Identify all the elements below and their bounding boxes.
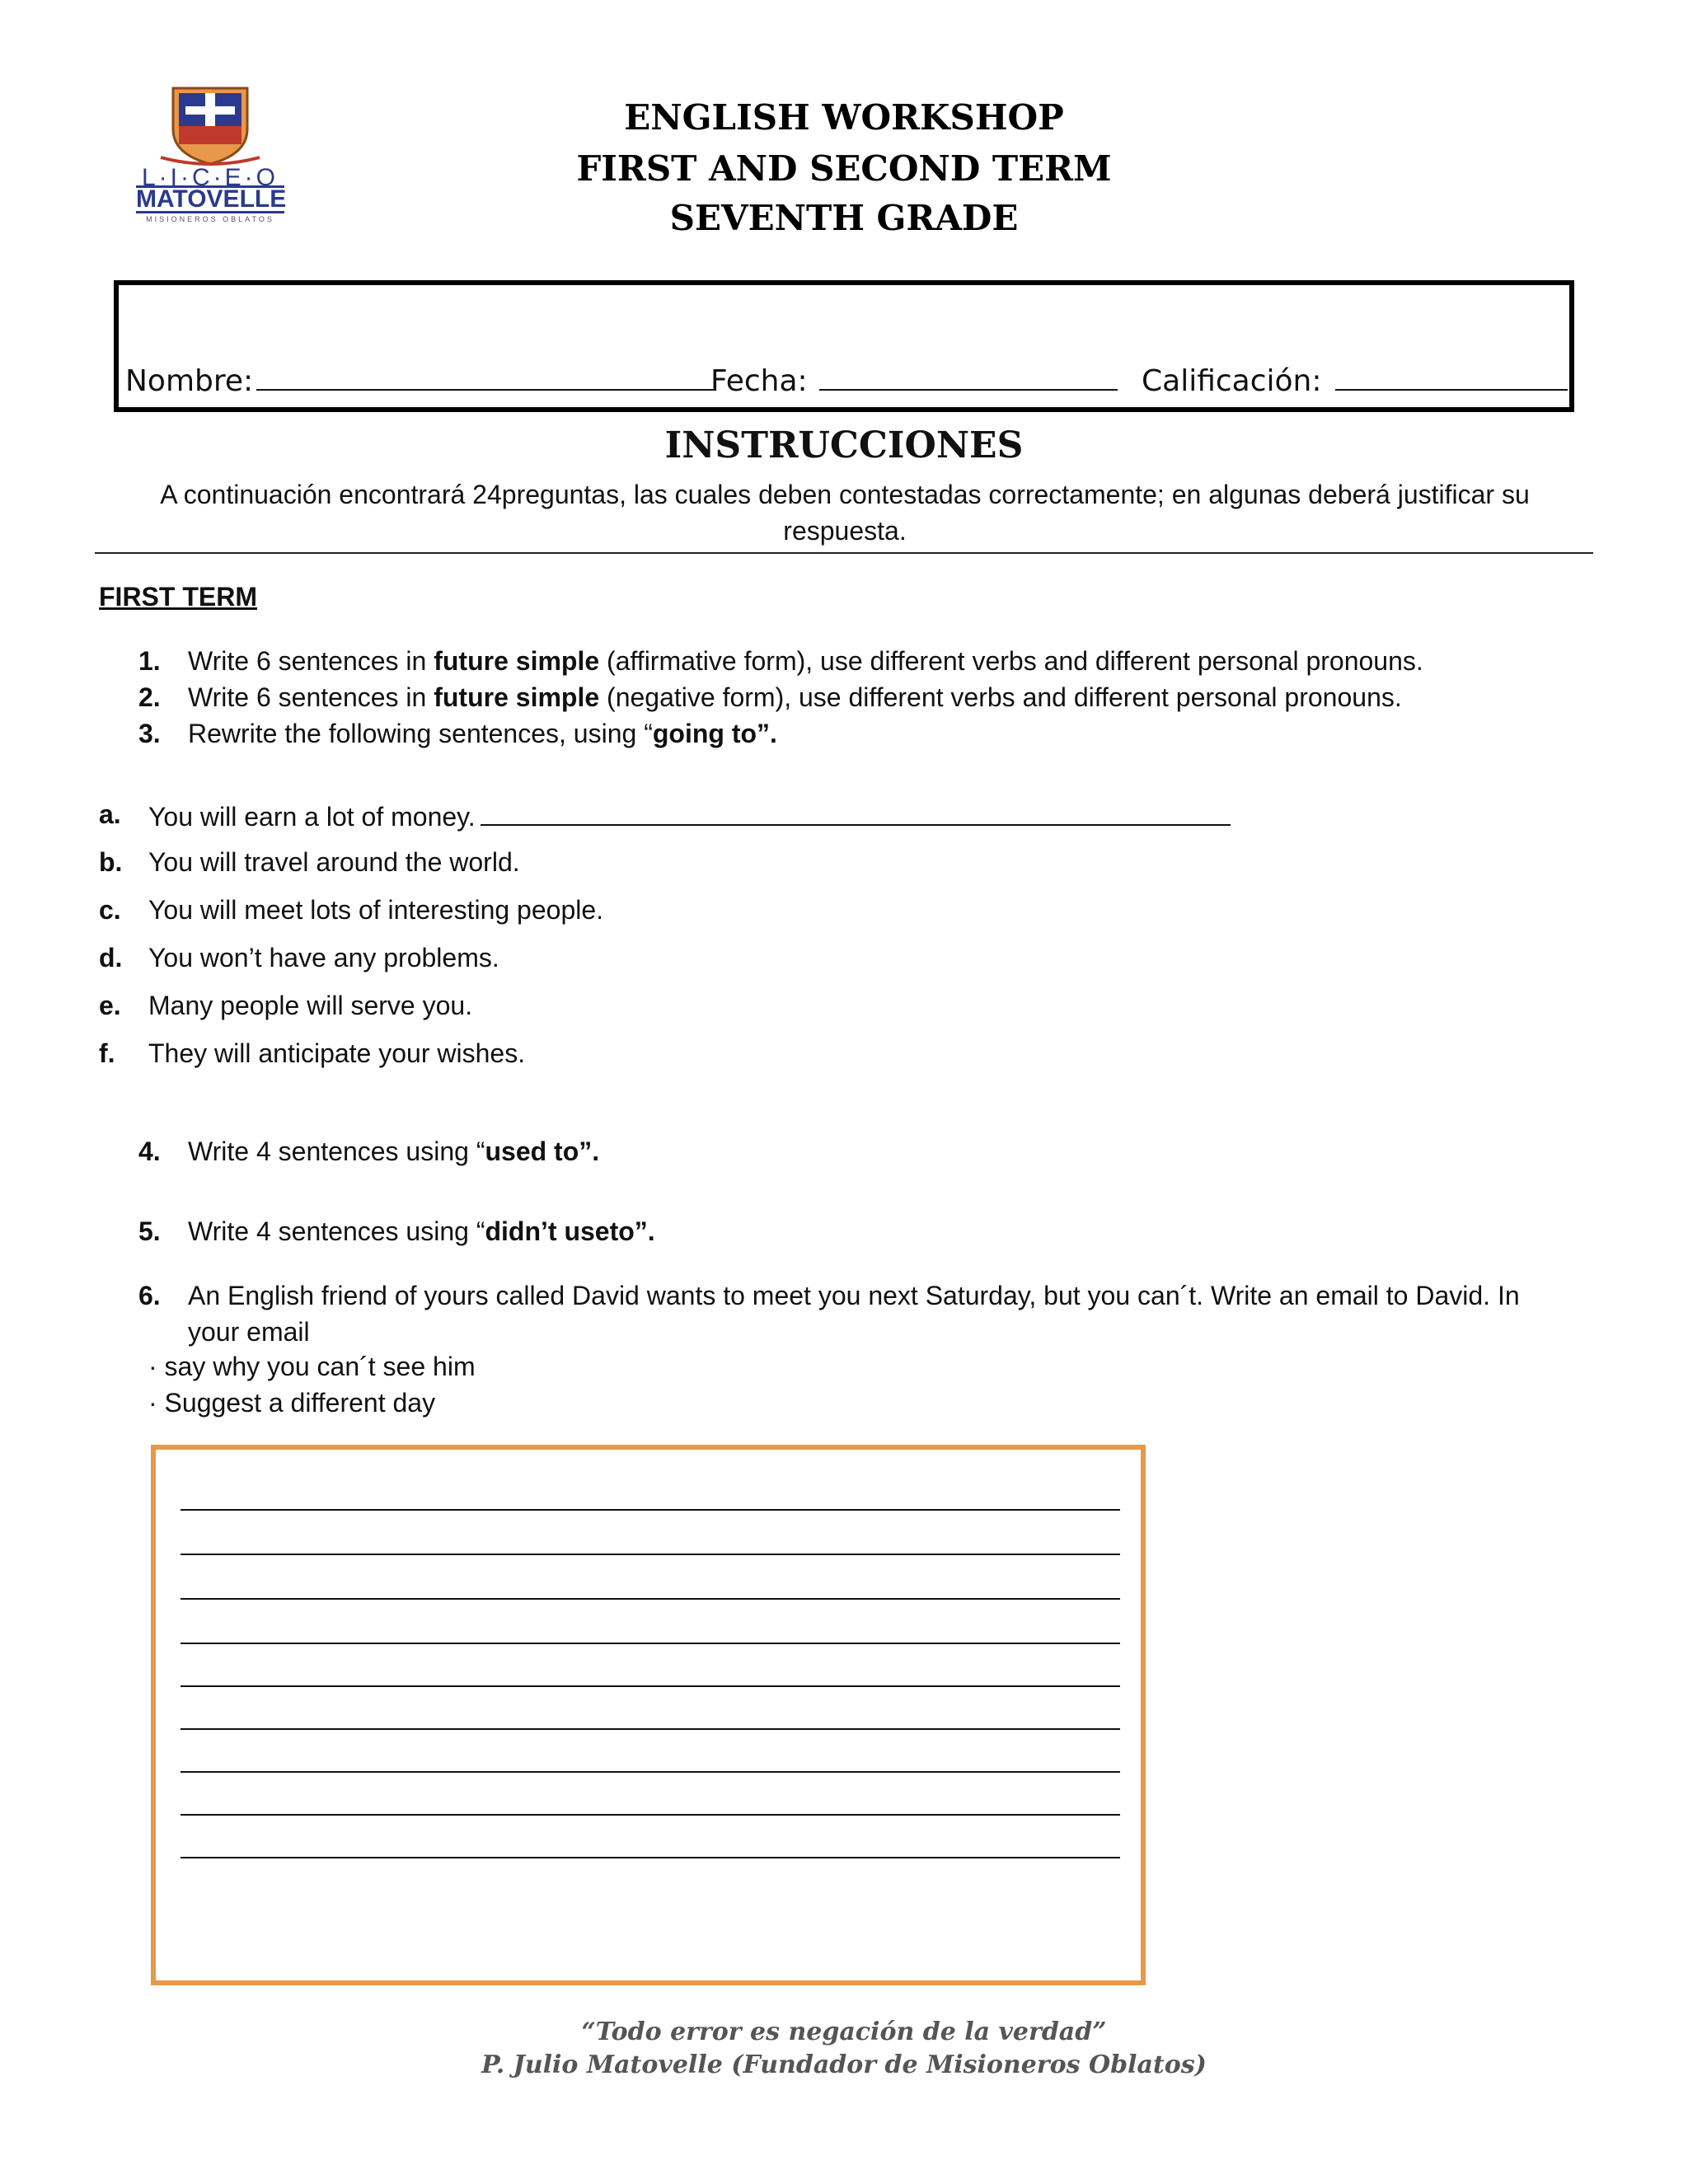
logo-motto-text: MISIONEROS OBLATOS xyxy=(146,215,274,223)
name-label: Nombre: xyxy=(125,364,254,398)
writing-line[interactable] xyxy=(181,1771,1120,1773)
question-text: Rewrite the following sentences, using “ xyxy=(188,719,653,748)
question-text: (negative form), use different verbs and different personal pronouns. xyxy=(599,682,1402,712)
logo-liceo-text: L·I·C·E·O xyxy=(142,164,279,191)
sentence-letter: a. xyxy=(99,799,121,829)
email-answer-box[interactable] xyxy=(151,1445,1146,1985)
bullet-item: · Suggest a different day xyxy=(148,1388,436,1418)
grade-label: Calificación: xyxy=(1142,364,1322,398)
name-blank[interactable] xyxy=(256,361,714,391)
question-keyword: future simple xyxy=(434,682,600,712)
writing-line[interactable] xyxy=(181,1509,1120,1511)
footer-author: P. Julio Matovelle (Fundador de Misioneros Oblatos) xyxy=(481,2050,1207,2079)
instructions-title: INSTRUCCIONES xyxy=(664,424,1024,466)
sentence-letter: d. xyxy=(99,943,123,972)
writing-line[interactable] xyxy=(181,1814,1120,1816)
writing-line[interactable] xyxy=(181,1643,1120,1644)
section-divider xyxy=(95,552,1593,554)
question-text: An English friend of yours called David wants to meet you next Saturday, but you can´t. Write an email to David. In xyxy=(188,1281,1520,1310)
date-field[interactable] xyxy=(710,361,1118,398)
instructions-text: A continuación encontrará 24preguntas, las cuales deben contestadas correctamente; en algunas deberá justificar su respuesta. xyxy=(160,480,1530,546)
question-text: Write 6 sentences in xyxy=(188,682,434,712)
title-line-1: ENGLISH WORKSHOP xyxy=(624,97,1064,138)
sentence-text: You will meet lots of interesting people. xyxy=(148,895,604,925)
name-field[interactable] xyxy=(125,361,714,398)
question-number: 2. xyxy=(138,682,161,712)
sentence-text: You won’t have any problems. xyxy=(148,943,499,972)
bullet-item: · say why you can´t see him xyxy=(148,1352,476,1381)
logo-matovelle-text: MATOVELLE xyxy=(136,185,287,213)
question-text: (affirmative form), use different verbs and different personal pronouns. xyxy=(599,646,1423,676)
writing-line[interactable] xyxy=(181,1598,1120,1600)
grade-blank[interactable] xyxy=(1335,361,1568,391)
grade-field[interactable] xyxy=(1142,361,1568,398)
question-keyword: future simple xyxy=(434,646,600,676)
date-blank[interactable] xyxy=(819,361,1118,391)
sentence-letter: f. xyxy=(99,1038,115,1068)
question-keyword: going to”. xyxy=(652,719,777,748)
sentence-text: They will anticipate your wishes. xyxy=(148,1038,526,1068)
question-text: Write 6 sentences in xyxy=(188,646,434,676)
title-line-3: SEVENTH GRADE xyxy=(669,198,1019,238)
question-text: Write 4 sentences using “ xyxy=(188,1216,485,1246)
sentence-text: You will travel around the world. xyxy=(148,847,520,877)
question-number: 4. xyxy=(138,1137,161,1166)
sentence-letter: b. xyxy=(99,847,123,877)
writing-line[interactable] xyxy=(181,1728,1120,1730)
first-term-heading: FIRST TERM xyxy=(99,582,257,612)
sentence-letter: e. xyxy=(99,991,121,1020)
sentence-text: Many people will serve you. xyxy=(148,991,473,1020)
question-number: 1. xyxy=(138,646,161,676)
writing-line[interactable] xyxy=(181,1685,1120,1687)
date-label: Fecha: xyxy=(710,364,808,398)
sentence-letter: c. xyxy=(99,895,121,925)
question-text: Write 4 sentences using “ xyxy=(188,1137,485,1166)
title-line-2: FIRST AND SECOND TERM xyxy=(576,148,1112,189)
answer-blank[interactable] xyxy=(481,799,1231,826)
question-6-continued: your email xyxy=(188,1317,310,1347)
footer-quote: “Todo error es negación de la verdad” xyxy=(581,2018,1107,2046)
sentence-text: You will earn a lot of money. xyxy=(148,802,476,832)
question-number: 3. xyxy=(138,719,161,748)
question-keyword: used to”. xyxy=(485,1137,600,1166)
writing-line[interactable] xyxy=(181,1857,1120,1858)
question-number: 5. xyxy=(138,1216,161,1246)
writing-line[interactable] xyxy=(181,1554,1120,1555)
question-keyword: didn’t useto”. xyxy=(485,1216,655,1246)
question-number: 6. xyxy=(138,1281,161,1310)
